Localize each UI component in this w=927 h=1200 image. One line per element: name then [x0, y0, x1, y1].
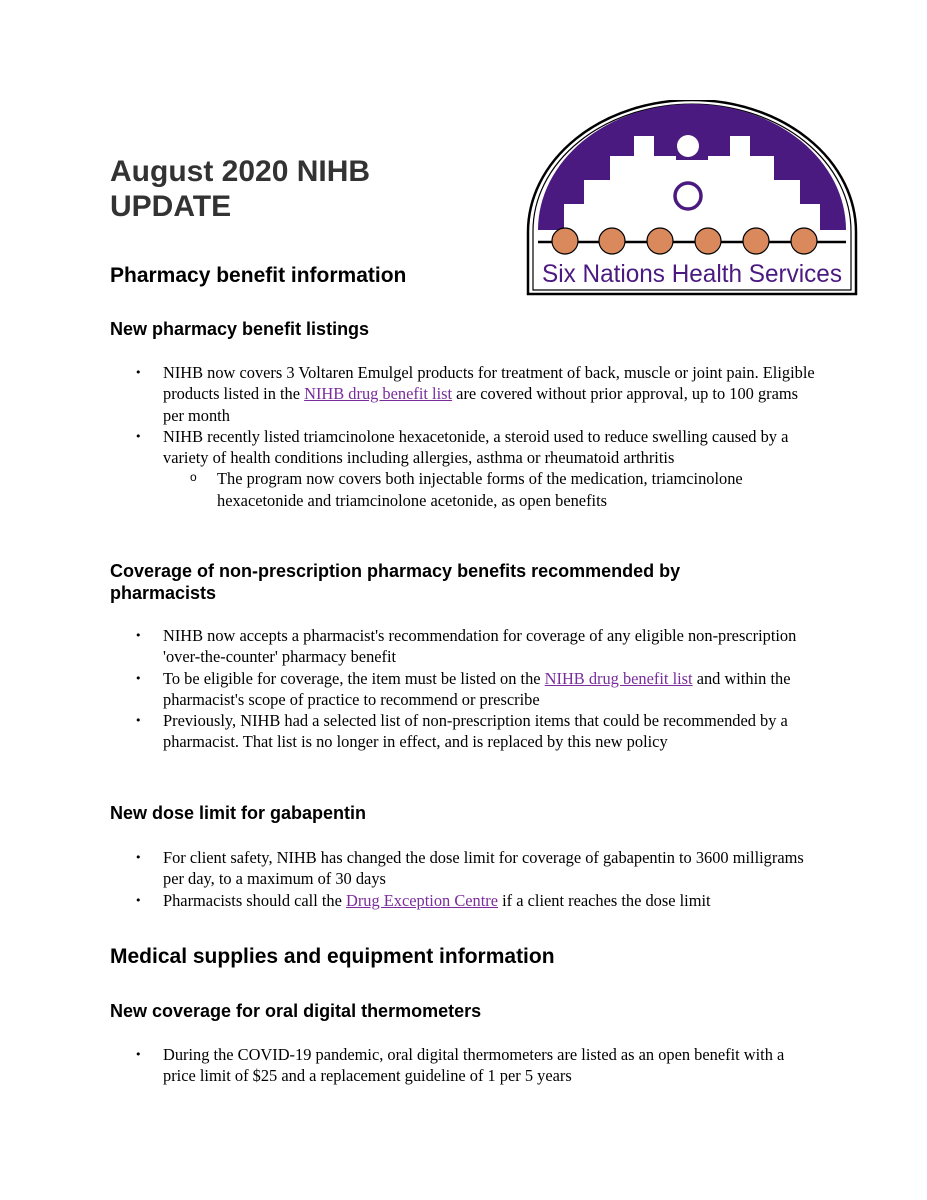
list-non-prescription [110, 625, 820, 753]
list-gabapentin [110, 847, 820, 911]
list-new-listings [110, 362, 820, 511]
list-item: • NIHB now covers 3 Voltaren Emulgel products for treatment of back, muscle or joint pain. Eligible products listed in the NIHB drug benefit list are covered without prior approval, up to 100 grams per month [110, 362, 820, 426]
page-title [110, 154, 370, 224]
list-item: • Previously, NIHB had a selected list of non-prescription items that could be recommended by a pharmacist. That list is no longer in effect, and is replaced by this new policy [110, 710, 820, 753]
list-item: • To be eligible for coverage, the item must be listed on the NIHB drug benefit list and within the pharmacist's scope of practice to recommend or prescribe [110, 668, 820, 711]
list-item: • NIHB now accepts a pharmacist's recommendation for coverage of any eligible non-prescription 'over-the-counter' pharmacy benefit [110, 625, 820, 668]
drug-exception-centre-link[interactable]: Drug Exception Centre [346, 890, 499, 910]
nihb-drug-benefit-list-link[interactable]: NIHB drug benefit list [304, 384, 453, 404]
sub-list-item: o The program now covers both injectable forms of the medication, triamcinolone hexacetonide and triamcinolone acetonide, as open benefits [163, 468, 820, 511]
list-item: • During the COVID-19 pandemic, oral digital thermometers are listed as an open benefit with a price limit of $25 and a replacement guideline of 1 per 5 years [110, 1044, 820, 1087]
list-item: • For client safety, NIHB has changed the dose limit for coverage of gabapentin to 3600 milligrams per day, to a maximum of 30 days [110, 847, 820, 890]
list-item: • Pharmacists should call the Drug Exception Centre if a client reaches the dose limit [110, 890, 820, 911]
heading-pharmacy-benefit: Pharmacy benefit information [110, 264, 407, 287]
nihb-drug-benefit-list-link-2[interactable]: NIHB drug benefit list [544, 668, 693, 688]
heading-gabapentin: New dose limit for gabapentin [110, 803, 367, 823]
page-title-line-1: August 2020 NIHB [110, 155, 371, 188]
logo-text: Six Nations Health Services [542, 260, 842, 288]
page-title-line-2: UPDATE [110, 190, 232, 223]
heading-medical-supplies: Medical supplies and equipment information [110, 945, 555, 968]
sub-list [163, 468, 820, 511]
list-thermometers [110, 1044, 820, 1087]
heading-thermometers: New coverage for oral digital thermometers [110, 1001, 482, 1021]
logo-head-circle [677, 135, 699, 157]
list-item: • NIHB recently listed triamcinolone hexacetonide, a steroid used to reduce swelling caused by a variety of health conditions including allergies, asthma or rheumatoid arthritis o The program now covers both injectable forms of the medication, triamcinolone hexacetonide and triamcinolone acetonide, as open benefits [110, 426, 820, 511]
six-nations-health-services-logo [524, 100, 860, 296]
heading-new-listings: New pharmacy benefit listings [110, 319, 370, 339]
heading-non-prescription: Coverage of non-prescription pharmacy benefits recommended by pharmacists [110, 561, 681, 603]
